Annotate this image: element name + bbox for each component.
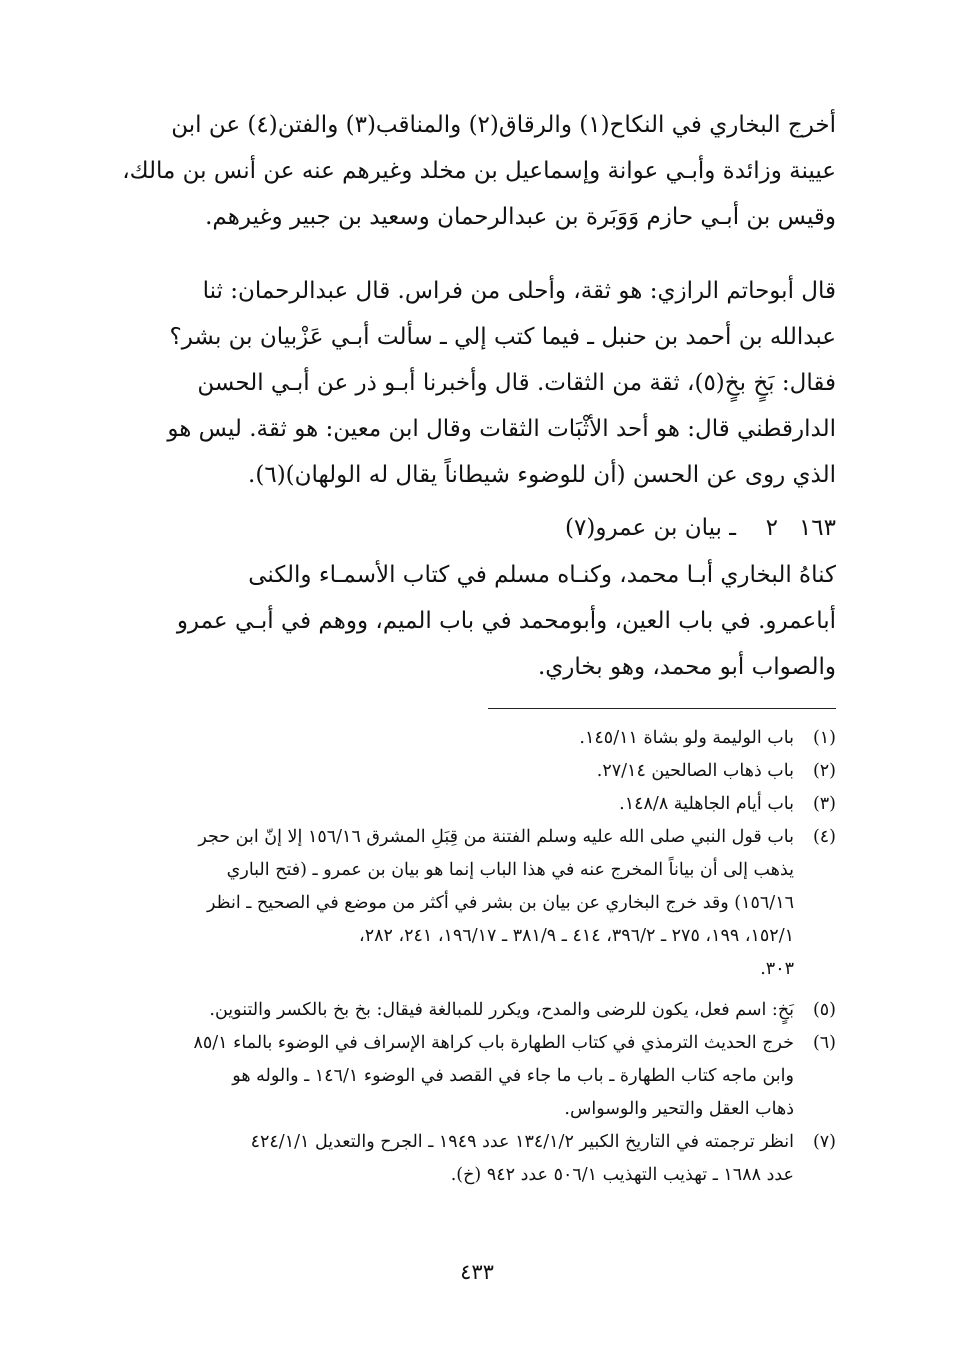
entry-heading <box>136 508 836 548</box>
text-line: والصواب أبو محمد، وهو بخاري. <box>537 654 836 680</box>
footnote-number: (٢) <box>812 761 836 781</box>
paragraph-1 <box>122 102 836 240</box>
text-line: عبدالله بن أحمد بن حنبل ـ فيما كتب إلي ـ سألت أبـي عَزْبيان بن بشر؟ <box>169 324 836 350</box>
text-line: عيينة وزائدة وأبـي عوانة وإسماعيل بن مخلد وغيرهم عنه عن أنس بن مالك، <box>122 158 836 184</box>
paragraph-3 <box>136 552 836 690</box>
text-line: الدارقطني قال: هو أحد الأثْبَات الثقات وقال ابن معين: هو ثقة. ليس هو <box>167 416 836 442</box>
footnote-number: (٧) <box>812 1132 836 1152</box>
footnote <box>116 1126 836 1192</box>
text-line: قال أبوحاتم الرازي: هو ثقة، وأحلى من فراس. قال عبدالرحمان: ثنا <box>202 278 836 304</box>
footnote-line: انظر ترجمته في التاريخ الكبير ١٣٤/١/٢ عدد ١٩٤٩ ـ الجرح والتعديل ٤٢٤/١/١ <box>250 1132 794 1152</box>
footnote-line: باب الوليمة ولو بشاة ١٤٥/١١. <box>579 728 794 748</box>
footnote-line: ١٥٦/١٦) وقد خرج البخاري عن بيان بن بشر في أكثر من موضع في الصحيح ـ انظر <box>206 893 794 913</box>
footnote-line: ٣٠٣. <box>760 959 794 979</box>
text-line: الذي روى عن الحسن (أن للوضوء شيطاناً يقال له الولهان)(٦). <box>248 462 836 488</box>
footnote-number: (١) <box>812 728 836 748</box>
footnote-line: يذهب إلى أن بياناً المخرج عنه في هذا الباب إنما هو بيان بن عمرو ـ (فتح الباري <box>226 860 794 880</box>
footnote-number: (٣) <box>812 794 836 814</box>
footnote-line: عدد ١٦٨٨ ـ تهذيب التهذيب ٥٠٦/١ عدد ٩٤٢ (خ). <box>450 1165 794 1185</box>
footnote <box>116 821 836 986</box>
footnotes <box>116 722 836 1192</box>
footnote-line: باب قول النبي صلى الله عليه وسلم الفتنة من قِبَلِ المشرق ١٥٦/١٦ إلا إنّ ابن حجر <box>198 827 794 847</box>
text-line: وقيس بن أبـي حازم وَوَبَرة بن عبدالرحمان وسعيد بن جبير وغيرهم. <box>205 204 836 230</box>
footnote <box>116 788 836 821</box>
entry-number: ١٦٣ <box>798 515 836 541</box>
text-line: أباعمرو. في باب العين، وأبومحمد في باب الميم، ووهم في أبـي عمرو <box>176 608 836 634</box>
footnote-number: (٤) <box>812 827 836 847</box>
footnote-line: وابن ماجه كتاب الطهارة ـ باب ما جاء في القصد في الوضوء ١٤٦/١ ـ والوله هو <box>232 1066 794 1086</box>
footnote <box>116 755 836 788</box>
footnote <box>116 722 836 755</box>
paragraph-2 <box>136 268 836 498</box>
footnote-line: باب أيام الجاهلية ١٤٨/٨. <box>619 794 794 814</box>
footnote-number: (٦) <box>812 1033 836 1053</box>
footnote <box>116 994 836 1027</box>
footnote <box>116 1027 836 1126</box>
footnote-line: بَخٍ: اسم فعل، يكون للرضى والمدح، ويكرر للمبالغة فيقال: بخ بخ بالكسر والتنوين. <box>209 1000 794 1020</box>
text-line: فقال: بَخٍ بخٍ(٥)، ثقة من الثقات. قال وأخبرنا أبـو ذر عن أبـي الحسن <box>197 370 836 396</box>
footnote-line: ذهاب العقل والتحير والوسواس. <box>564 1099 794 1119</box>
footnote-number: (٥) <box>812 1000 836 1020</box>
page-number: ٤٣٣ <box>460 1260 494 1284</box>
footnote-line: خرج الحديث الترمذي في كتاب الطهارة باب كراهة الإسراف في الوضوء بالماء ٨٥/١ <box>193 1033 794 1053</box>
text-line: كناهُ البخاري أبـا محمد، وكنـاه مسلم في كتاب الأسمـاء والكنى <box>248 562 836 588</box>
text-line: أخرج البخاري في النكاح(١) والرقاق(٢) والمناقب(٣) والفتن(٤) عن ابن <box>171 112 836 138</box>
entry-title: ـ بيان بن عمرو(٧) <box>565 515 736 541</box>
entry-sub-number: ٢ <box>765 515 778 541</box>
footnote-divider <box>488 708 836 709</box>
footnote-line: ١٥٢/١، ١٩٩، ٢٧٥ ـ ٣٩٦/٢، ٤١٤ ـ ٣٨١/٩ ـ ١٩٦/١٧، ٢٤١، ٢٨٢، <box>359 926 794 946</box>
footnote-line: باب ذهاب الصالحين ٢٧/١٤. <box>596 761 794 781</box>
